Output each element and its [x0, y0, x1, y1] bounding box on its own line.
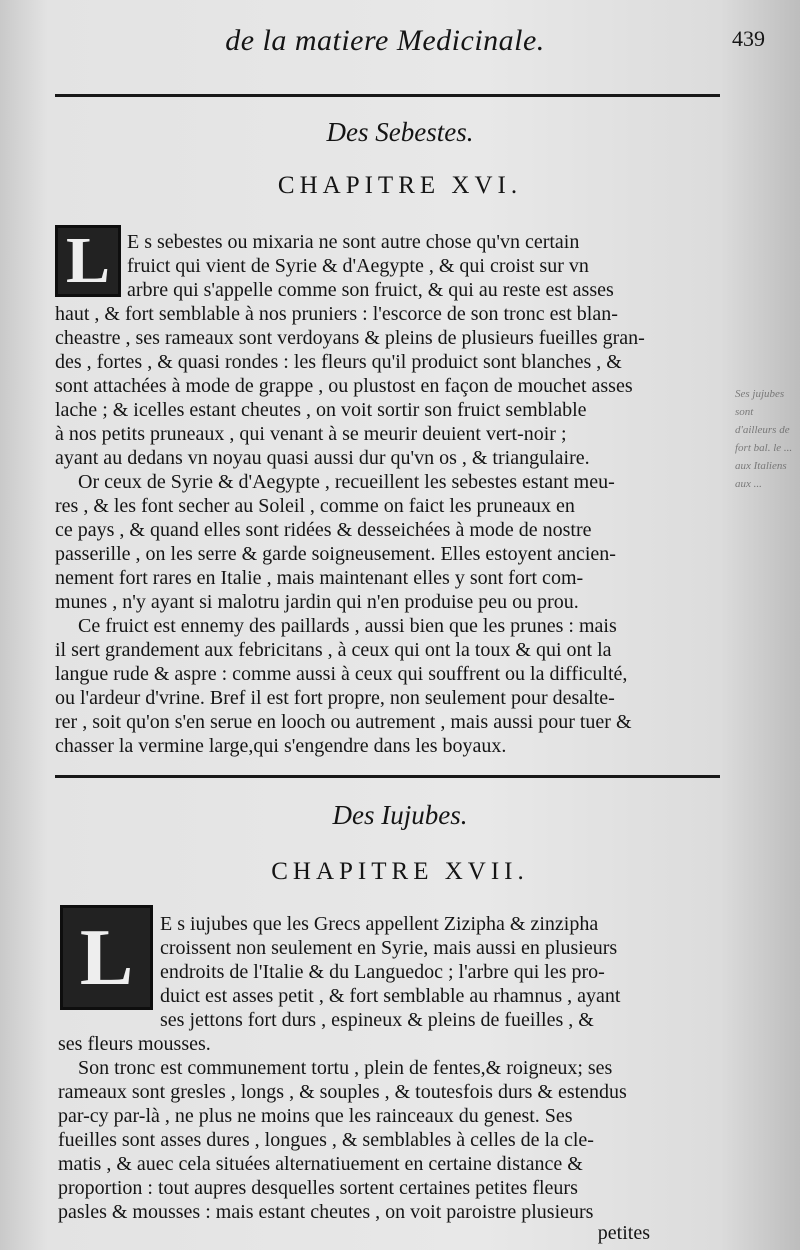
running-head — [55, 20, 765, 60]
text-line: ou l'ardeur d'vrine. Bref il est fort propre, non seulement pour desalte- — [55, 687, 615, 709]
chapter-heading: CHAPITRE XVI. — [277, 172, 523, 199]
decorated-initial: L — [60, 905, 153, 1010]
text-line: fruict qui vient de Syrie & d'Aegypte , & qui croist sur vn — [127, 255, 589, 277]
text-line: langue rude & aspre : comme aussi à ceux qui souffrent ou la difficulté, — [55, 663, 628, 685]
text-line: rameaux sont gresles , longs , & souples , & toutesfois durs & estendus — [58, 1081, 627, 1103]
margin-note: Ses jujubes sont d'ailleurs de fort bal. le ... aux Italiens aux ... — [735, 388, 793, 490]
text-line: pasles & mousses : mais estant cheutes , on voit paroistre plusieurs — [58, 1201, 594, 1223]
text-line: croissent non seulement en Syrie, mais aussi en plusieurs — [160, 937, 618, 959]
section-title: Des Iujubes. — [332, 800, 468, 830]
text-line: à nos petits pruneaux , qui venant à se meurir deuient vert-noir ; — [55, 423, 567, 445]
text-line: ses jettons fort durs , espineux & pleins de fueilles , & — [160, 1009, 594, 1031]
text-line: sont attachées à mode de grappe , ou plustost en façon de mouchet asses — [55, 375, 633, 397]
text-line: proportion : tout aupres desquelles sortent certaines petites fleurs — [58, 1177, 578, 1199]
text-line: endroits de l'Italie & du Languedoc ; l'arbre qui les pro- — [160, 961, 605, 983]
text-line: lache ; & icelles estant cheutes , on voit sortir son fruict semblable — [55, 399, 587, 421]
chapter-heading: CHAPITRE XVII. — [271, 858, 529, 885]
text-line: ayant au dedans vn noyau quasi aussi dur qu'vn os , & triangulaire. — [55, 447, 590, 469]
text-line: chasser la vermine large,qui s'engendre dans les boyaux. — [55, 735, 507, 757]
text-line: nement fort rares en Italie , mais maintenant elles y sont fort com- — [55, 567, 584, 589]
text-line: E s iujubes que les Grecs appellent Zizipha & zinzipha — [160, 913, 599, 935]
text-line: arbre qui s'appelle comme son fruict, & qui au reste est asses — [127, 279, 614, 301]
section-title: Des Sebestes. — [326, 117, 474, 147]
header-rule — [55, 94, 720, 97]
text-line: rer , soit qu'on s'en serue en looch ou autrement , mais aussi pour tuer & — [55, 711, 632, 733]
text-line: cheastre , ses rameaux sont verdoyans & pleins de plusieurs fueilles gran- — [55, 327, 645, 349]
page-number: 439 — [732, 26, 765, 51]
text-line: passerille , on les serre & garde soigneusement. Elles estoyent ancien- — [55, 543, 616, 565]
text-line: duict est asses petit , & fort semblable au rhamnus , ayant — [160, 985, 621, 1007]
catchword: petites — [597, 1222, 650, 1244]
text-line: ce pays , & quand elles sont ridées & desseichées à mode de nostre — [55, 519, 592, 541]
text-line: Or ceux de Syrie & d'Aegypte , recueillent les sebestes estant meu- — [78, 471, 615, 493]
text-line: res , & les font secher au Soleil , comme on faict les pruneaux en — [55, 495, 575, 517]
text-line: haut , & fort semblable à nos pruniers : l'escorce de son tronc est blan- — [55, 303, 618, 325]
text-line: munes , n'y ayant si malotru jardin qui n'en produise peu ou prou. — [55, 591, 579, 613]
text-line: ses fleurs mousses. — [58, 1033, 211, 1055]
decorated-initial: L — [55, 225, 121, 297]
text-line: matis , & auec cela situées alternatiuement en certaine distance & — [58, 1153, 583, 1175]
text-line: E s sebestes ou mixaria ne sont autre chose qu'vn certain — [127, 231, 580, 253]
text-line: Ce fruict est ennemy des paillards , aussi bien que les prunes : mais — [78, 615, 617, 637]
text-line: par-cy par-là , ne plus ne moins que les rainceaux du genest. Ses — [58, 1105, 573, 1127]
running-title: de la matiere Medicinale. — [225, 24, 545, 57]
section-rule — [55, 775, 720, 778]
text-line: il sert grandement aux febricitans , à ceux qui ont la toux & qui ont la — [55, 639, 612, 661]
text-line: fueilles sont asses dures , longues , & semblables à celles de la cle- — [58, 1129, 594, 1151]
text-line: des , fortes , & quasi rondes : les fleurs qu'il produict sont blanches , & — [55, 351, 622, 373]
text-line: Son tronc est communement tortu , plein de fentes,& roigneux; ses — [78, 1057, 613, 1079]
